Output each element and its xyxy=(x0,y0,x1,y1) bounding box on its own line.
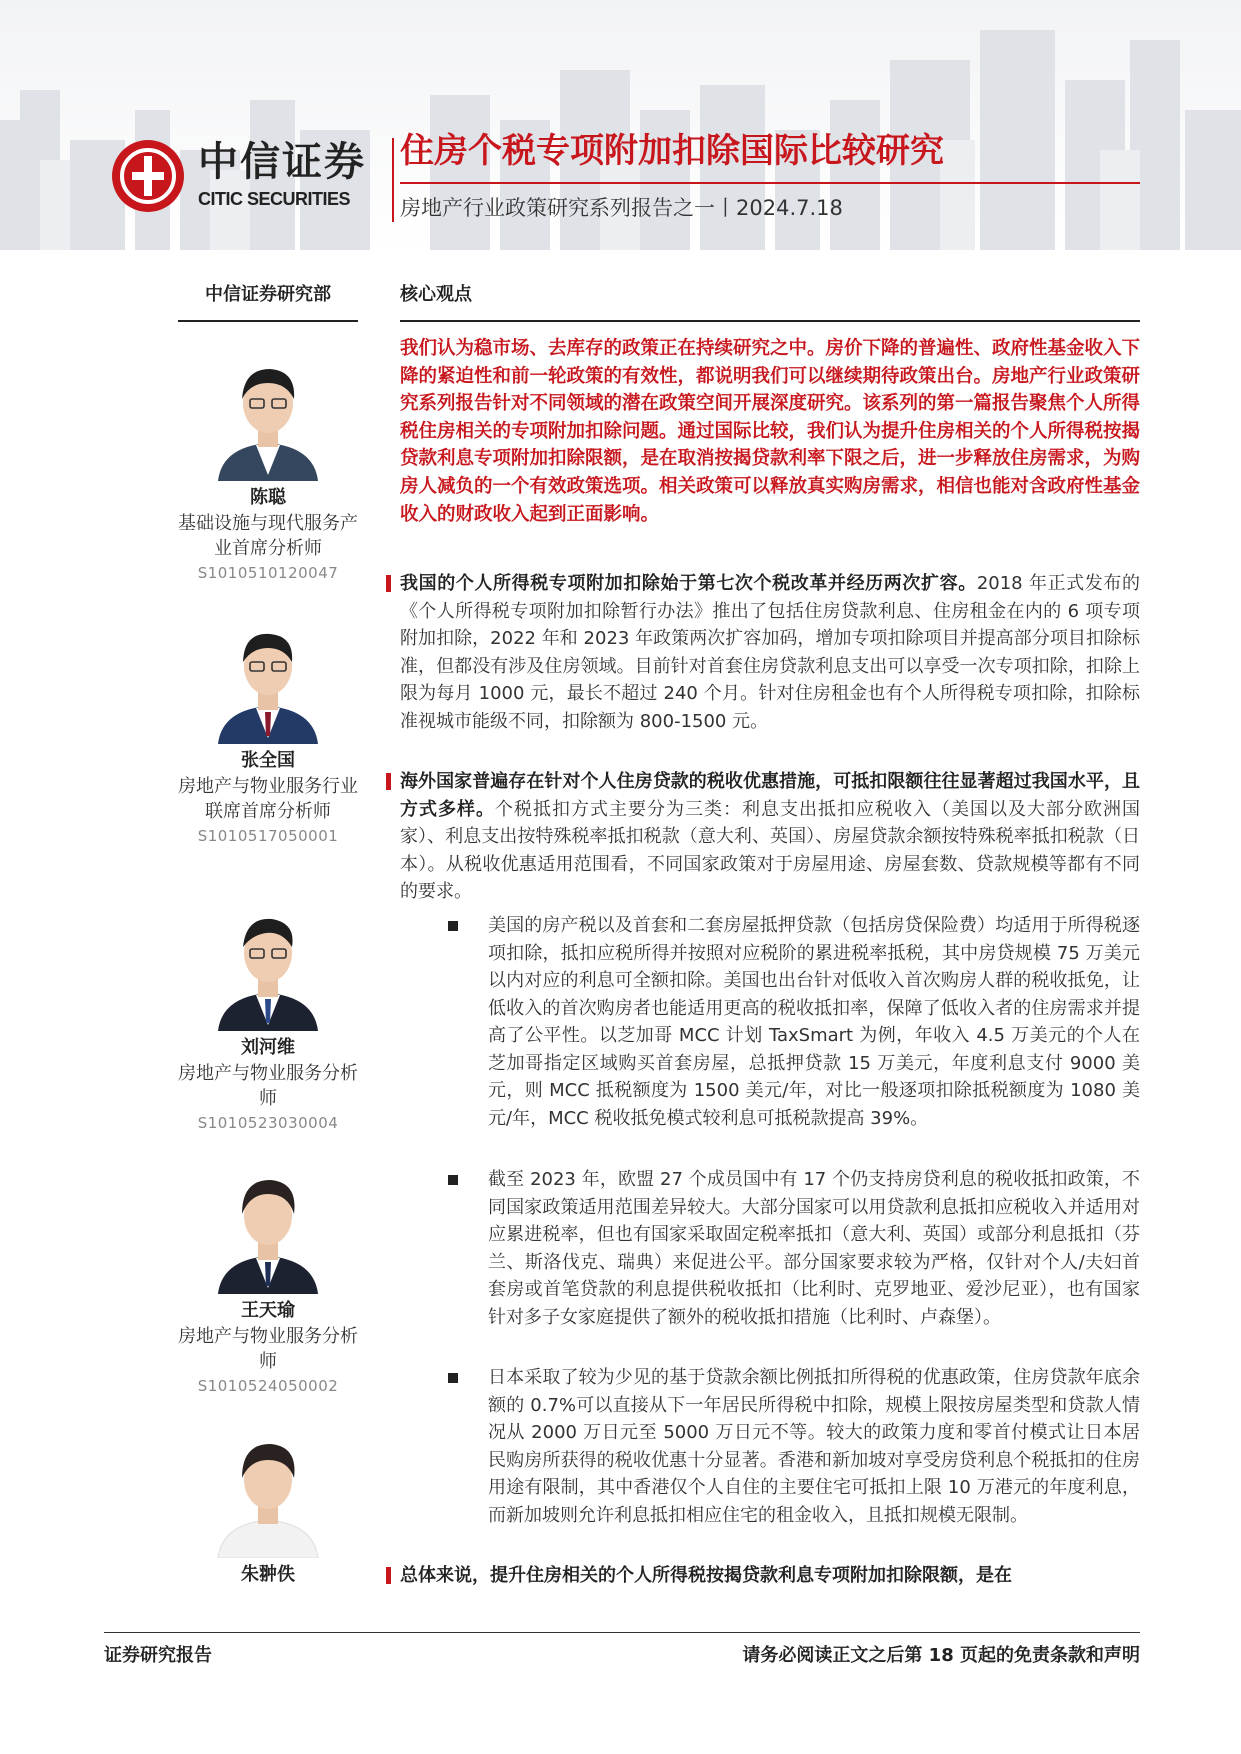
footer-divider xyxy=(104,1632,1140,1633)
key-point xyxy=(400,1562,1140,1590)
analyst-photo xyxy=(212,905,324,1031)
analyst-name: 张全国 xyxy=(241,750,295,771)
logo-english-name: CITIC SECURITIES xyxy=(198,189,351,209)
bullet-item xyxy=(488,1166,1140,1331)
title-underline xyxy=(400,182,1140,184)
analyst-name: 王天瑜 xyxy=(241,1300,295,1321)
analyst-certificate: S1010510120047 xyxy=(197,564,339,582)
analyst-certificate: S1010523030004 xyxy=(197,1114,339,1132)
key-point xyxy=(400,768,1140,906)
bullet-item xyxy=(488,1364,1140,1529)
key-point-lead: 海外国家普遍存在针对个人住房贷款的税收优惠措施，可抵扣限额往往显著超过我国水平，且方式多样。 xyxy=(400,771,1140,820)
key-point-text: 个税抵扣方式主要分为三类：利息支出抵扣应税收入（美国以及大部分欧洲国家）、利息支出按特殊税率抵扣税款（意大利、英国）、房屋贷款余额按特殊税率抵扣税款（日本）。从税收优惠适用范围看，不同国家政策对于房屋用途、房屋套数、贷款规模等都有不同的要求。 xyxy=(400,798,1140,902)
bullet-text: 截至 2023 年，欧盟 27 个成员国中有 17 个仍支持房贷利息的税收抵扣政策，不同国家政策适用范围差异较大。大部分国家可以用贷款利息抵扣应税收入并适用对应累进税率，但也有国家采取固定税率抵扣（意大利、英国）或部分利息抵扣（芬兰、斯洛伐克、瑞典）来促进公平。部分国家要求较为严格，仅针对个人/夫妇首套房或首笔贷款的利息提供税收抵扣（比利时、克罗地亚、爱沙尼亚），也有国家针对多子女家庭提供了额外的税收抵扣措施（比利时、卢森堡）。 xyxy=(488,1169,1140,1328)
bullet-text: 日本采取了较为少见的基于贷款余额比例抵扣所得税的优惠政策，住房贷款年底余额的 0.7%可以直接从下一年居民所得税中扣除，规模上限按房屋类型和贷款人情况从 2000 万日元至 5000 万日元不等。较大的政策力度和零首付模式让日本居民购房所获得的税收优惠十分显著。香港和新加坡对享受房贷利息个税抵扣的住房用途有限制，其中香港仅个人自住的主要住宅可抵扣上限 10 万港元的年度利息，而新加坡则允许利息抵扣相应住宅的租金收入，且抵扣规模无限制。 xyxy=(488,1367,1140,1526)
analyst-card xyxy=(178,1432,358,1588)
citic-logo xyxy=(110,138,382,214)
analyst-role: 基础设施与现代服务产业首席分析师 xyxy=(178,513,358,559)
analyst-photo xyxy=(212,1168,324,1294)
department-heading: 中信证券研究部 xyxy=(178,280,358,322)
bullet-text: 美国的房产税以及首套和二套房屋抵押贷款（包括房贷保险费）均适用于所得税逐项扣除，抵扣应税所得并按照对应税阶的累进税率抵税，其中房贷规模 75 万美元以内对应的利息可全额扣除。美国也出台针对低收入首次购房人群的税收抵免，让低收入的首次购房者也能适用更高的税收抵扣率，保障了低收入者的住房需求并提高了公平性。以芝加哥 MCC 计划 TaxSmart 为例，年收入 4.5 万美元的个人在芝加哥指定区域购买首套房屋，总抵押贷款 15 万美元，年度利息支付 9000 美元，则 MCC 抵税额度为 1500 美元/年，对比一般逐项扣除抵税额度为 1080 美元/年，MCC 税收抵免模式较利息可抵税款提高 39%。 xyxy=(488,915,1140,1129)
header-divider xyxy=(392,138,394,222)
citic-logo-icon xyxy=(110,138,186,214)
analyst-card xyxy=(178,905,358,1135)
square-bullet-icon xyxy=(448,921,458,931)
footer-disclaimer: 请务必阅读正文之后第 18 页起的免责条款和声明 xyxy=(742,1645,1140,1666)
analyst-name: 刘河维 xyxy=(241,1037,295,1058)
analyst-card xyxy=(178,355,358,585)
red-marker-icon xyxy=(386,575,391,592)
key-point xyxy=(400,570,1140,735)
analyst-role: 房地产与物业服务分析师 xyxy=(178,1063,358,1109)
bullet-item xyxy=(488,912,1140,1132)
analyst-card xyxy=(178,618,358,848)
logo-chinese-name: 中信证券 xyxy=(198,138,366,185)
square-bullet-icon xyxy=(448,1373,458,1383)
red-marker-icon xyxy=(386,1567,391,1584)
analyst-role: 房地产与物业服务行业联席首席分析师 xyxy=(178,776,358,822)
analyst-photo xyxy=(212,618,324,744)
report-subtitle: 房地产行业政策研究系列报告之一丨2024.7.18 xyxy=(400,196,843,220)
key-point-text: 2018 年正式发布的《个人所得税专项附加扣除暂行办法》推出了包括住房贷款利息、住房租金在内的 6 项专项附加扣除，2022 年和 2023 年政策两次扩容加码，增加专项扣除项目并提高部分项目扣除标准，但都没有涉及住房领域。目前针对首套住房贷款利息支出可以享受一次专项扣除，扣除上限为每月 1000 元，最长不超过 240 个月。针对住房租金也有个人所得税专项扣除，扣除标准视城市能级不同，扣除额为 800-1500 元。 xyxy=(400,573,1141,732)
key-point-lead: 我国的个人所得税专项附加扣除始于第七次个税改革并经历两次扩容。 xyxy=(400,573,977,594)
analyst-role: 房地产与物业服务分析师 xyxy=(178,1326,358,1372)
report-title: 住房个税专项附加扣除国际比较研究 xyxy=(400,131,944,171)
analyst-certificate: S1010517050001 xyxy=(197,827,339,845)
footer-report-type: 证券研究报告 xyxy=(104,1645,212,1666)
core-view-summary: 我们认为稳市场、去库存的政策正在持续研究之中。房价下降的普遍性、政府性基金收入下降的紧迫性和前一轮政策的有效性，都说明我们可以继续期待政策出台。房地产行业政策研究系列报告针对不同领域的潜在政策空间开展深度研究。该系列的第一篇报告聚焦个人所得税住房相关的专项附加扣除问题。通过国际比较，我们认为提升住房相关的个人所得税按揭贷款利息专项附加扣除限额，是在取消按揭贷款利率下限之后，进一步释放住房需求，为购房人减负的一个有效政策选项。相关政策可以释放真实购房需求，相信也能对含政府性基金收入的财政收入起到正面影响。 xyxy=(400,338,1141,525)
key-point-lead: 总体来说，提升住房相关的个人所得税按揭贷款利息专项附加扣除限额，是在 xyxy=(400,1565,1012,1586)
analyst-name: 陈聪 xyxy=(250,487,286,508)
analyst-name: 朱翀佚 xyxy=(241,1564,295,1585)
square-bullet-icon xyxy=(448,1175,458,1185)
analyst-certificate: S1010524050002 xyxy=(197,1377,339,1395)
core-view-heading: 核心观点 xyxy=(400,280,1140,322)
analyst-photo xyxy=(212,355,324,481)
analyst-photo xyxy=(212,1432,324,1558)
red-marker-icon xyxy=(386,773,391,790)
analyst-card xyxy=(178,1168,358,1398)
